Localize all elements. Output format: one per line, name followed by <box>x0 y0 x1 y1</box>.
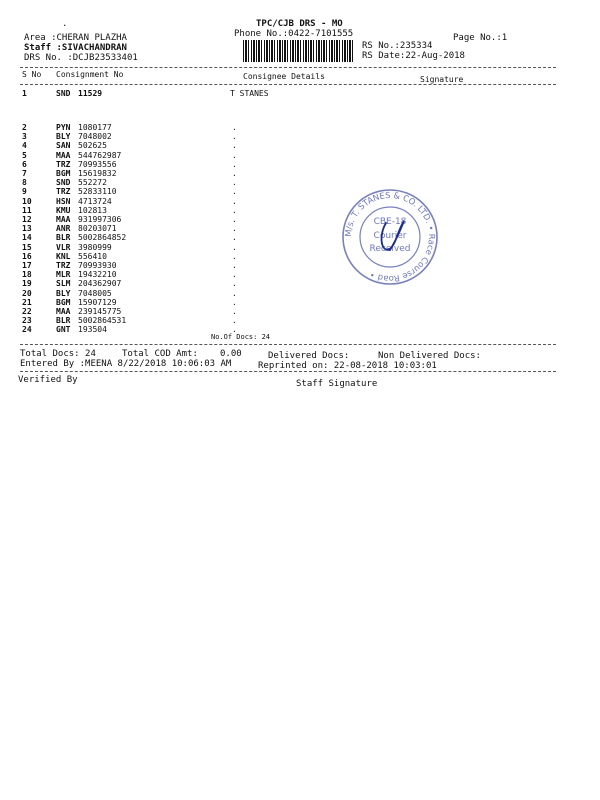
row-number: 204362907 <box>78 279 122 289</box>
header-divider <box>20 67 556 68</box>
row-signature-mark: . <box>232 187 237 197</box>
row-code: BLR <box>56 316 71 326</box>
row-signature-mark: . <box>232 224 237 234</box>
row-number: 556410 <box>78 251 107 261</box>
row-number: 7048002 <box>78 132 112 142</box>
stamp-center-bottom: Received <box>369 244 411 254</box>
row-number: 70993556 <box>78 159 117 169</box>
row-signature-mark: . <box>232 316 237 326</box>
row-code: BLY <box>56 132 71 142</box>
row-signature-mark: . <box>232 132 237 142</box>
row-signature-mark: . <box>232 150 237 160</box>
row-number: 52833110 <box>78 187 117 197</box>
row-signature-mark: . <box>232 270 237 280</box>
row-number: 11529 <box>78 89 103 98</box>
row-signature-mark: . <box>232 297 237 307</box>
column-header-signature: Signature <box>420 75 464 84</box>
row-signature-mark: . <box>232 196 237 206</box>
row-signature-mark: . <box>232 205 237 215</box>
row-code: ANR <box>56 224 71 234</box>
column-header-consignee: Consignee Details <box>243 72 325 81</box>
no-of-docs: No.Of Docs: 24 <box>211 333 271 341</box>
row-sno: 7 <box>22 169 27 178</box>
staff-label: Staff :SIVACHANDRAN <box>24 43 127 53</box>
footer-divider-bottom <box>20 371 556 372</box>
row-signature-mark: . <box>232 261 237 270</box>
row-sno: 12 <box>22 215 32 224</box>
row-signature-mark: . <box>232 123 237 132</box>
row-number: 552272 <box>78 178 107 188</box>
area-label: Area :CHERAN PLAZHA <box>24 33 127 43</box>
phone-number: Phone No.:0422-7101555 <box>234 29 354 39</box>
row-sno: 4 <box>22 141 27 151</box>
row-sno: 18 <box>22 270 32 280</box>
row-number: 931997306 <box>78 215 122 224</box>
row-code: BLR <box>56 233 71 243</box>
row-number: 15619832 <box>78 169 117 178</box>
total-cod-value: 0.00 <box>220 349 242 359</box>
row-sno: 24 <box>22 325 32 335</box>
row-signature-mark: . <box>232 233 237 243</box>
row-code: TRZ <box>56 261 71 270</box>
row-number: 193504 <box>78 325 107 335</box>
row-code: MLR <box>56 270 71 280</box>
row-sno: 11 <box>22 205 32 215</box>
row-signature-mark: . <box>232 169 237 178</box>
row-sno: 9 <box>22 187 27 197</box>
row-sno: 5 <box>22 150 27 160</box>
row-signature-mark: . <box>232 178 237 188</box>
row-signature-mark: . <box>232 288 237 298</box>
row-number: 239145775 <box>78 307 122 316</box>
row-number: 1080177 <box>78 123 112 132</box>
staff-signature: Staff Signature <box>296 379 378 389</box>
row-code: SLM <box>56 279 71 289</box>
row-signature-mark: . <box>232 159 237 169</box>
row-code: BGM <box>56 297 71 307</box>
row-number: 5002864852 <box>78 233 127 243</box>
delivered-docs: Delivered Docs: <box>268 351 350 361</box>
received-stamp <box>340 187 440 287</box>
barcode <box>243 40 355 62</box>
total-cod-label: Total COD Amt: <box>122 349 198 359</box>
row-sno: 10 <box>22 196 32 206</box>
total-docs: Total Docs: 24 <box>20 349 96 359</box>
document-title: TPC/CJB DRS - MO <box>256 19 343 29</box>
rs-date: RS Date:22-Aug-2018 <box>362 51 465 61</box>
row-sno: 13 <box>22 224 32 234</box>
row-sno: 19 <box>22 279 32 289</box>
row-signature-mark: . <box>232 215 237 224</box>
row-number: 4713724 <box>78 196 112 206</box>
stamp-ring-text: M/s. T. STANES & CO. LTD. • Race Course Road • <box>342 189 438 285</box>
row-code: KNL <box>56 251 71 261</box>
row-number: 70993930 <box>78 261 117 270</box>
verified-by: Verified By <box>18 375 78 385</box>
row-sno: 15 <box>22 242 32 252</box>
row-code: BLY <box>56 288 71 298</box>
rs-number: RS No.:235334 <box>362 41 433 51</box>
row-number: 80203071 <box>78 224 117 234</box>
row-sno: 1 <box>22 89 27 98</box>
row-number: 5002864531 <box>78 316 127 326</box>
stamp-center-mid: Courier <box>373 231 407 241</box>
row-code: HSN <box>56 196 71 206</box>
row-signature-mark: . <box>232 307 237 316</box>
row-number: 3980999 <box>78 242 112 252</box>
row-sno: 17 <box>22 261 32 270</box>
row-number: 102813 <box>78 205 107 215</box>
row-code: SND <box>56 178 71 188</box>
column-header-consignment: Consignment No <box>56 70 124 79</box>
stamp-center-top: CBE-18 <box>373 217 407 227</box>
row-code: MAA <box>56 150 71 160</box>
row-number: 502625 <box>78 141 107 151</box>
row-signature-mark: . <box>232 251 237 261</box>
row-code: PYN <box>56 123 71 132</box>
row-code: VLR <box>56 242 71 252</box>
row-sno: 8 <box>22 178 27 188</box>
header-dot: . <box>62 19 68 29</box>
row-number: 19432210 <box>78 270 117 280</box>
row-code: MAA <box>56 215 71 224</box>
column-divider <box>20 84 556 85</box>
drs-number: DRS No. :DCJB23533401 <box>24 53 138 63</box>
row-consignee: T STANES <box>230 89 269 98</box>
non-delivered-docs: Non Delivered Docs: <box>378 351 481 361</box>
row-code: SAN <box>56 141 71 151</box>
column-header-sno: S No <box>22 70 42 79</box>
footer-divider-top <box>20 344 556 345</box>
row-sno: 16 <box>22 251 32 261</box>
row-sno: 14 <box>22 233 32 243</box>
row-signature-mark: . <box>232 242 237 252</box>
row-number: 15907129 <box>78 297 117 307</box>
row-code: BGM <box>56 169 71 178</box>
row-signature-mark: . <box>232 279 237 289</box>
row-sno: 21 <box>22 297 32 307</box>
page-number: Page No.:1 <box>453 33 508 43</box>
row-signature-mark: . <box>232 141 237 151</box>
row-code: TRZ <box>56 187 71 197</box>
row-code: MAA <box>56 307 71 316</box>
row-code: TRZ <box>56 159 71 169</box>
row-sno: 22 <box>22 307 32 316</box>
row-signature-mark: . <box>232 325 237 335</box>
entered-by: Entered By :MEENA 8/22/2018 10:06:03 AM <box>20 359 232 369</box>
row-sno: 3 <box>22 132 27 142</box>
row-number: 7048005 <box>78 288 112 298</box>
row-code: GNT <box>56 325 71 335</box>
row-sno: 20 <box>22 288 32 298</box>
row-sno: 6 <box>22 159 27 169</box>
row-sno: 2 <box>22 123 27 132</box>
row-code: SND <box>56 89 71 98</box>
row-sno: 23 <box>22 316 32 326</box>
row-number: 544762987 <box>78 150 122 160</box>
reprinted-on: Reprinted on: 22-08-2018 10:03:01 <box>258 361 437 371</box>
row-code: KMU <box>56 205 71 215</box>
